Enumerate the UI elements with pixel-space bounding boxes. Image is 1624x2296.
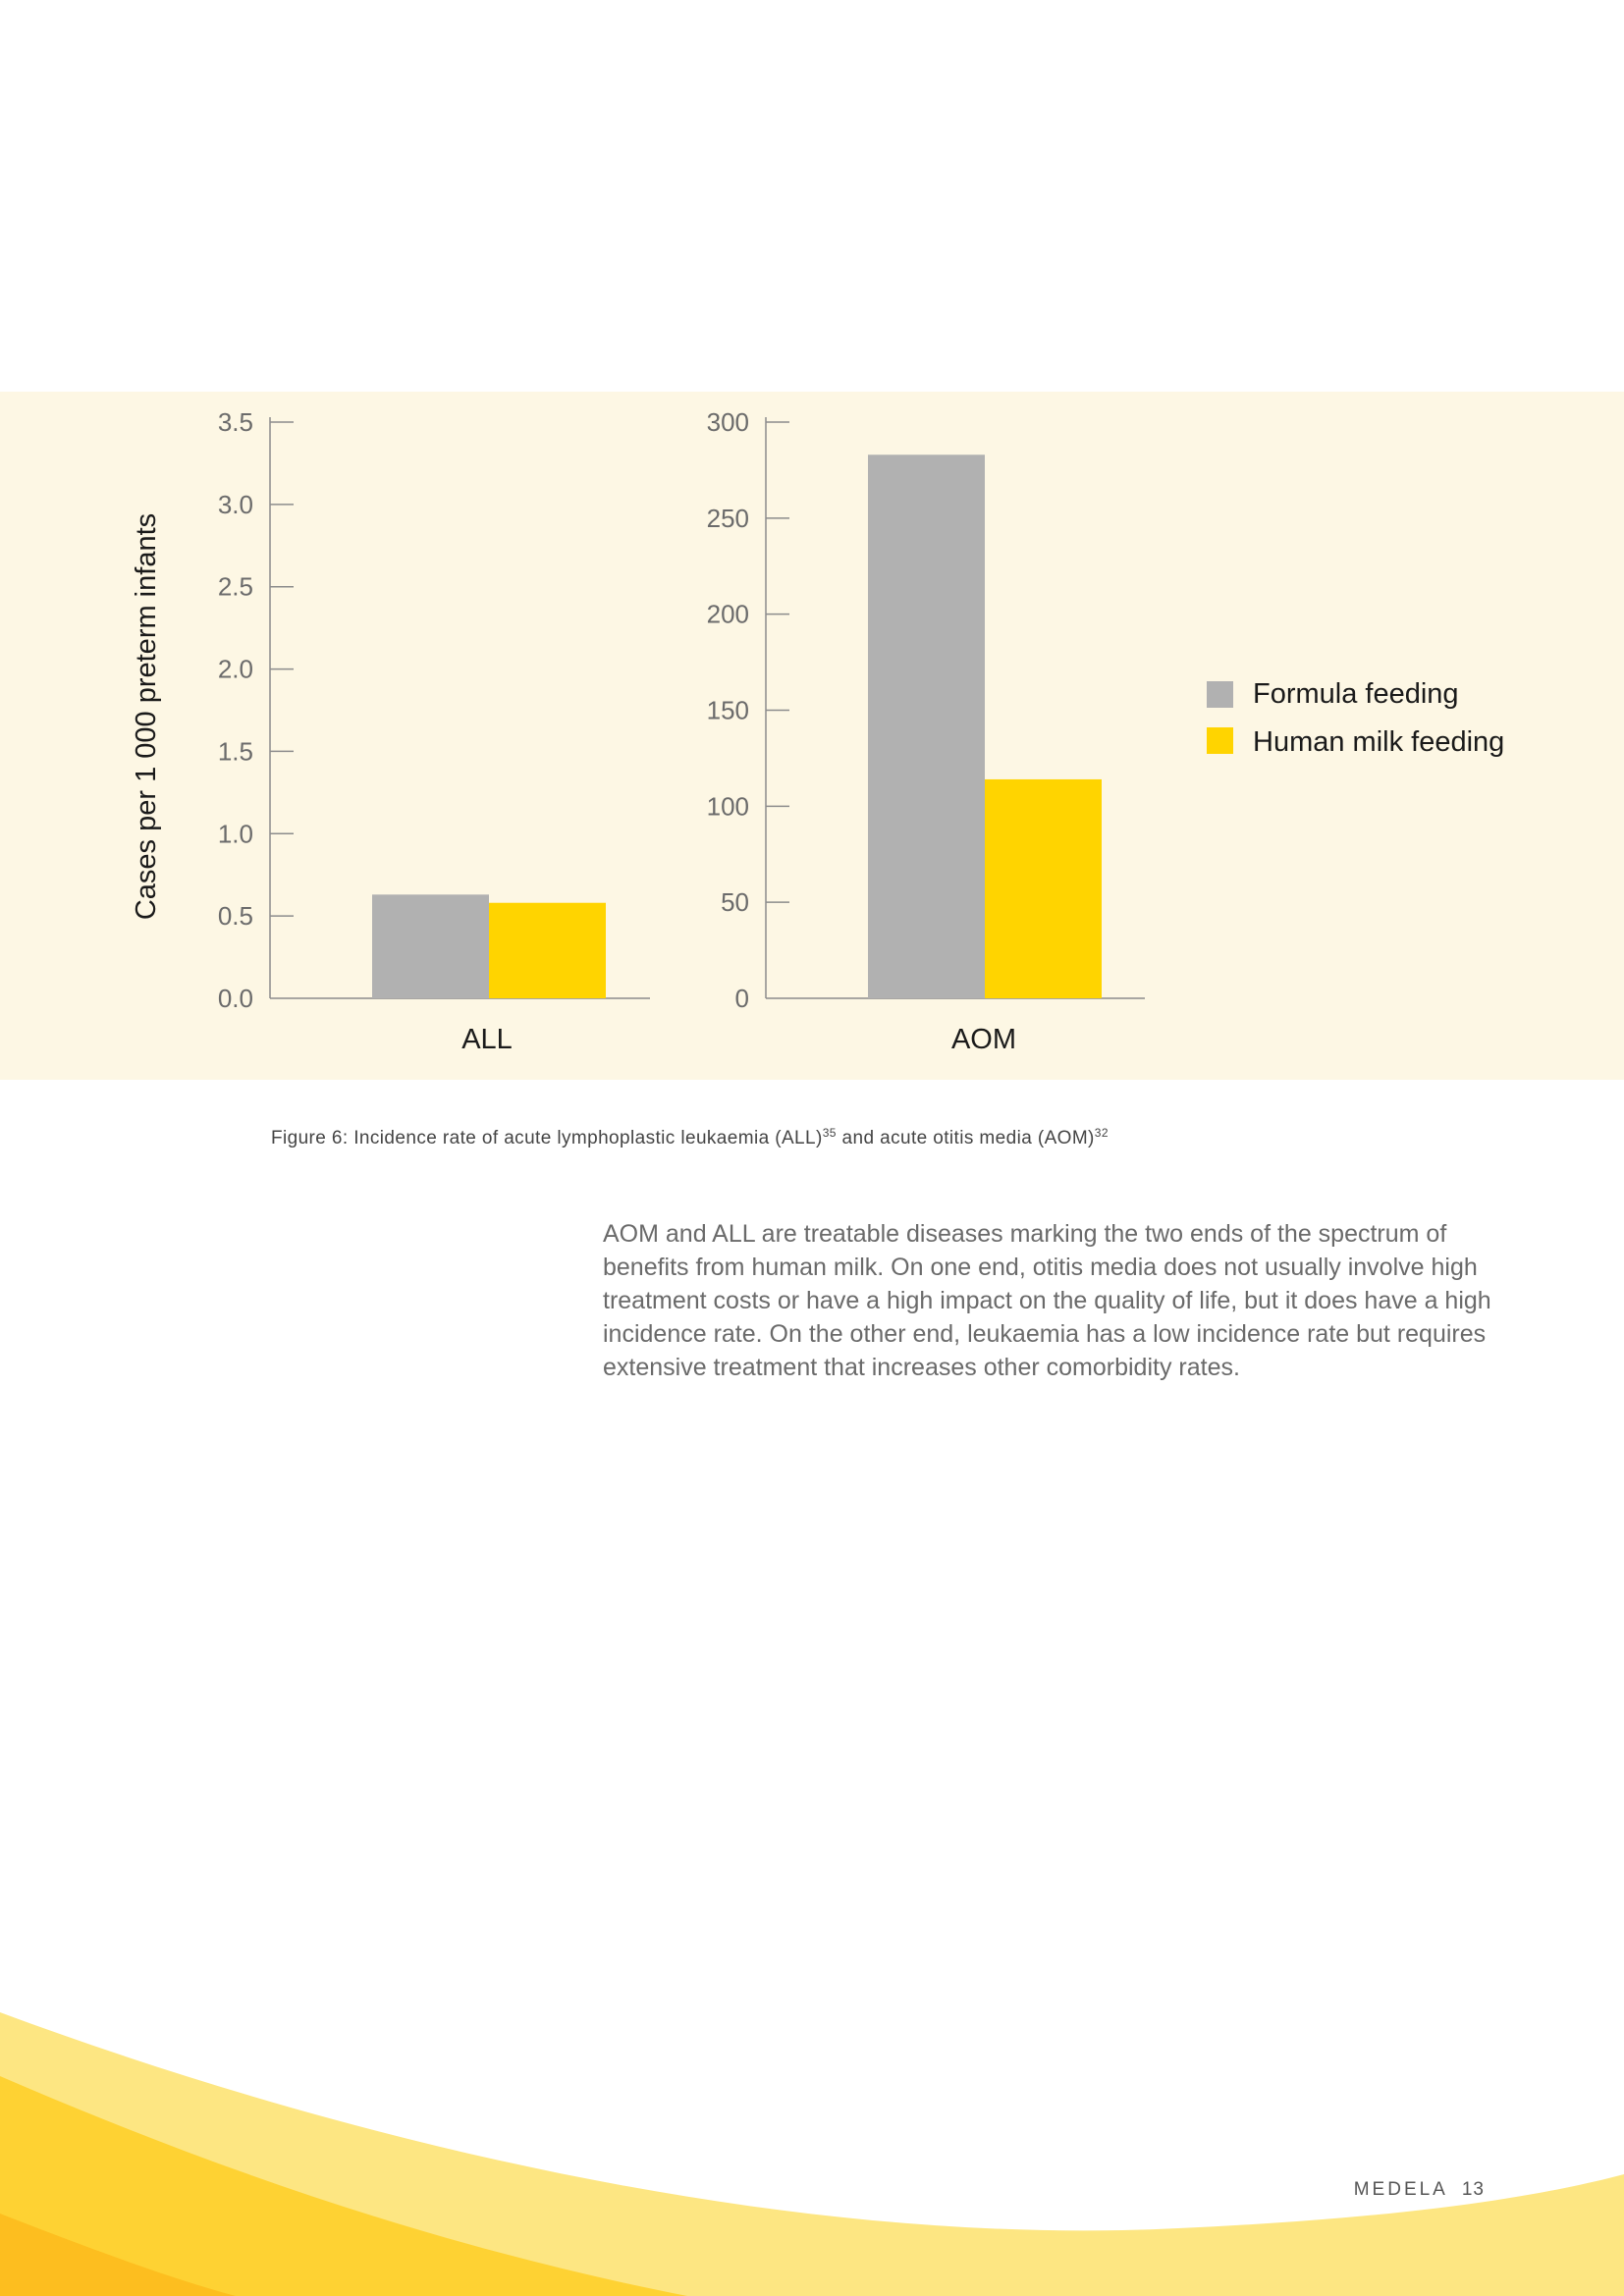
body-text bbox=[603, 1217, 1491, 1384]
body-paragraph: AOM and ALL are treatable diseases marking the two ends of the spectrum of benefits from human milk. On one end, otitis media does not usually involve high treatment costs or have a high impact on the quality of life, but it does have a high incidence rate. On the other end, leukaemia has a low incidence rate but requires extensive treatment that increases other comorbidity rates. bbox=[603, 1220, 1491, 1381]
all-y-tick-label: 1.0 bbox=[217, 819, 253, 849]
aom-chart bbox=[707, 407, 1145, 1055]
all-y-tick-label: 0.0 bbox=[217, 984, 253, 1013]
aom-y-tick-label: 200 bbox=[706, 599, 749, 629]
figure-caption bbox=[271, 1126, 1109, 1149]
aom-category-label: AOM bbox=[950, 1024, 1017, 1055]
all-y-tick-label: 3.5 bbox=[217, 407, 253, 437]
aom-y-tick-label: 100 bbox=[706, 791, 749, 822]
footer-brand: MEDELA bbox=[1353, 2179, 1448, 2200]
aom-bar-formula bbox=[868, 454, 985, 998]
all-y-tick-label: 2.5 bbox=[217, 571, 253, 602]
legend-swatch-human-milk bbox=[1207, 727, 1233, 754]
all-chart bbox=[218, 407, 650, 1055]
legend bbox=[1207, 678, 1504, 758]
aom-y-tick-label: 50 bbox=[721, 887, 749, 918]
all-bar-human-milk bbox=[489, 903, 606, 998]
page-footer bbox=[1354, 2179, 1485, 2201]
decorative-waves bbox=[0, 2002, 1624, 2296]
caption-text: Figure 6: Incidence rate of acute lymphoplastic leukaemia (ALL) bbox=[271, 1128, 823, 1148]
caption-ref-35: 35 bbox=[822, 1126, 837, 1140]
page-number: 13 bbox=[1461, 2179, 1485, 2200]
all-y-tick-label: 0.5 bbox=[217, 901, 253, 932]
y-axis-label: Cases per 1 000 preterm infants bbox=[131, 512, 162, 921]
aom-y-tick-label: 300 bbox=[706, 407, 749, 437]
aom-y-tick-label: 250 bbox=[706, 503, 749, 533]
legend-swatch-formula bbox=[1207, 681, 1233, 708]
all-bar-formula bbox=[372, 894, 489, 998]
legend-label-human-milk: Human milk feeding bbox=[1253, 726, 1505, 758]
aom-y-tick-label: 0 bbox=[734, 984, 749, 1013]
figure-6-chart bbox=[0, 0, 1624, 1080]
all-y-tick-label: 3.0 bbox=[217, 489, 253, 519]
caption-text-2: and acute otitis media (AOM) bbox=[836, 1128, 1095, 1148]
all-y-tick-label: 1.5 bbox=[217, 736, 253, 767]
aom-bar-human-milk bbox=[985, 779, 1102, 998]
aom-y-tick-label: 150 bbox=[706, 695, 749, 725]
all-y-tick-label: 2.0 bbox=[217, 654, 253, 684]
legend-label-formula: Formula feeding bbox=[1253, 678, 1459, 710]
caption-ref-32: 32 bbox=[1094, 1126, 1109, 1140]
all-category-label: ALL bbox=[461, 1024, 513, 1055]
